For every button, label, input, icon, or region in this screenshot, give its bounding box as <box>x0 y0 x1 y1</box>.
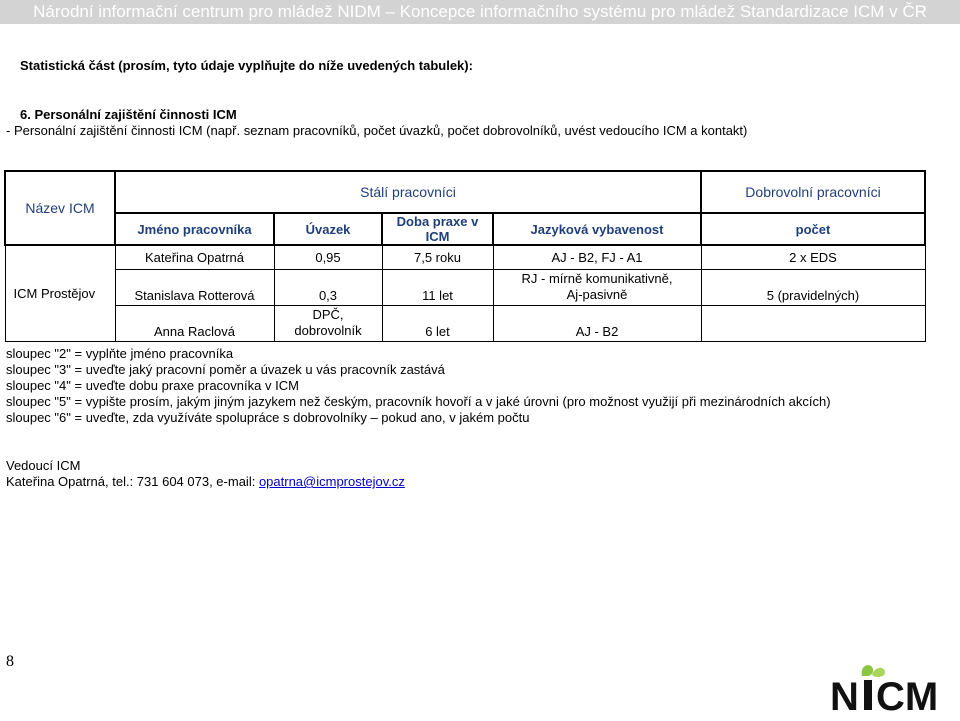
worker-practice: 7,5 roku <box>382 245 493 269</box>
icm-name-cell: ICM Prostějov <box>5 245 115 341</box>
table-row <box>5 245 925 269</box>
worker-language: AJ - B2, FJ - A1 <box>493 245 701 269</box>
worker-language: RJ - mírně komunikativně, Aj-pasivně <box>493 269 701 305</box>
col-language-header: Jazyková vybavenost <box>493 213 701 245</box>
note-line: sloupec "3" = uveďte jaký pracovní poměr a úvazek u vás pracovník zastává <box>6 362 445 377</box>
section-heading: 6. Personální zajištění činnosti ICM <box>20 107 237 122</box>
note-line: sloupec "5" = vypište prosím, jakým jiným jazykem než českým, pracovník hovoří a v jaké úrovni (pro možnost využijí při mezinárodních akcích) <box>6 394 831 409</box>
personnel-table <box>4 170 926 342</box>
col-load-header: Úvazek <box>274 213 382 245</box>
worker-practice: 11 let <box>382 269 493 305</box>
volunteer-count: 2 x EDS <box>701 245 925 269</box>
volunteer-count: 5 (pravidelných) <box>701 269 925 305</box>
note-line: sloupec "4" = uveďte dobu praxe pracovníka v ICM <box>6 378 299 393</box>
contact-line <box>6 474 405 490</box>
worker-name: Anna Raclová <box>115 305 274 341</box>
document-header: Národní informační centrum pro mládež NIDM – Koncepce informačního systému pro mládež Standardizace ICM v ČR <box>0 0 960 24</box>
worker-load: DPČ, dobrovolník <box>274 305 382 341</box>
worker-practice: 6 let <box>382 305 493 341</box>
note-line: sloupec "2" = vyplňte jméno pracovníka <box>6 346 234 361</box>
nicm-logo-graphic <box>826 660 956 716</box>
svg-text:CM: CM <box>876 675 939 716</box>
statistical-note: Statistická část (prosím, tyto údaje vyplňujte do níže uvedených tabulek): <box>20 58 473 73</box>
worker-language: AJ - B2 <box>493 305 701 341</box>
table-row <box>5 305 925 341</box>
table-row <box>5 269 925 305</box>
contact-email-link[interactable]: opatrna@icmprostejov.cz <box>258 474 405 489</box>
col-count-header: počet <box>701 213 925 245</box>
worker-name: Kateřina Opatrná <box>115 245 274 269</box>
col-practice-header: Doba praxe v ICM <box>382 213 493 245</box>
worker-name: Stanislava Rotterová <box>115 269 274 305</box>
page-number: 8 <box>6 653 14 670</box>
column-notes <box>6 346 831 426</box>
note-line: sloupec "6" = uveďte, zda využíváte spolupráce s dobrovolníky – pokud ano, v jakém počtu <box>6 410 530 425</box>
contact-label: Vedoucí ICM <box>6 458 81 473</box>
nicm-logo <box>826 660 956 716</box>
contact-details: Kateřina Opatrná, tel.: 731 604 073, e-mail: <box>6 474 259 489</box>
col-worker-header: Jméno pracovníka <box>115 213 274 245</box>
group-volunteers-header: Dobrovolní pracovníci <box>701 171 925 213</box>
svg-text:N: N <box>830 675 859 716</box>
section-subheading: - Personální zajištění činnosti ICM (např. seznam pracovníků, počet úvazků, počet dobrovolníků, uvést vedoucího ICM a kontakt) <box>6 123 748 138</box>
volunteer-count <box>701 305 925 341</box>
worker-load: 0,3 <box>274 269 382 305</box>
col-name-icm: Název ICM <box>5 171 115 245</box>
contact-block <box>6 458 405 490</box>
worker-load: 0,95 <box>274 245 382 269</box>
group-staff-header: Stálí pracovníci <box>115 171 701 213</box>
